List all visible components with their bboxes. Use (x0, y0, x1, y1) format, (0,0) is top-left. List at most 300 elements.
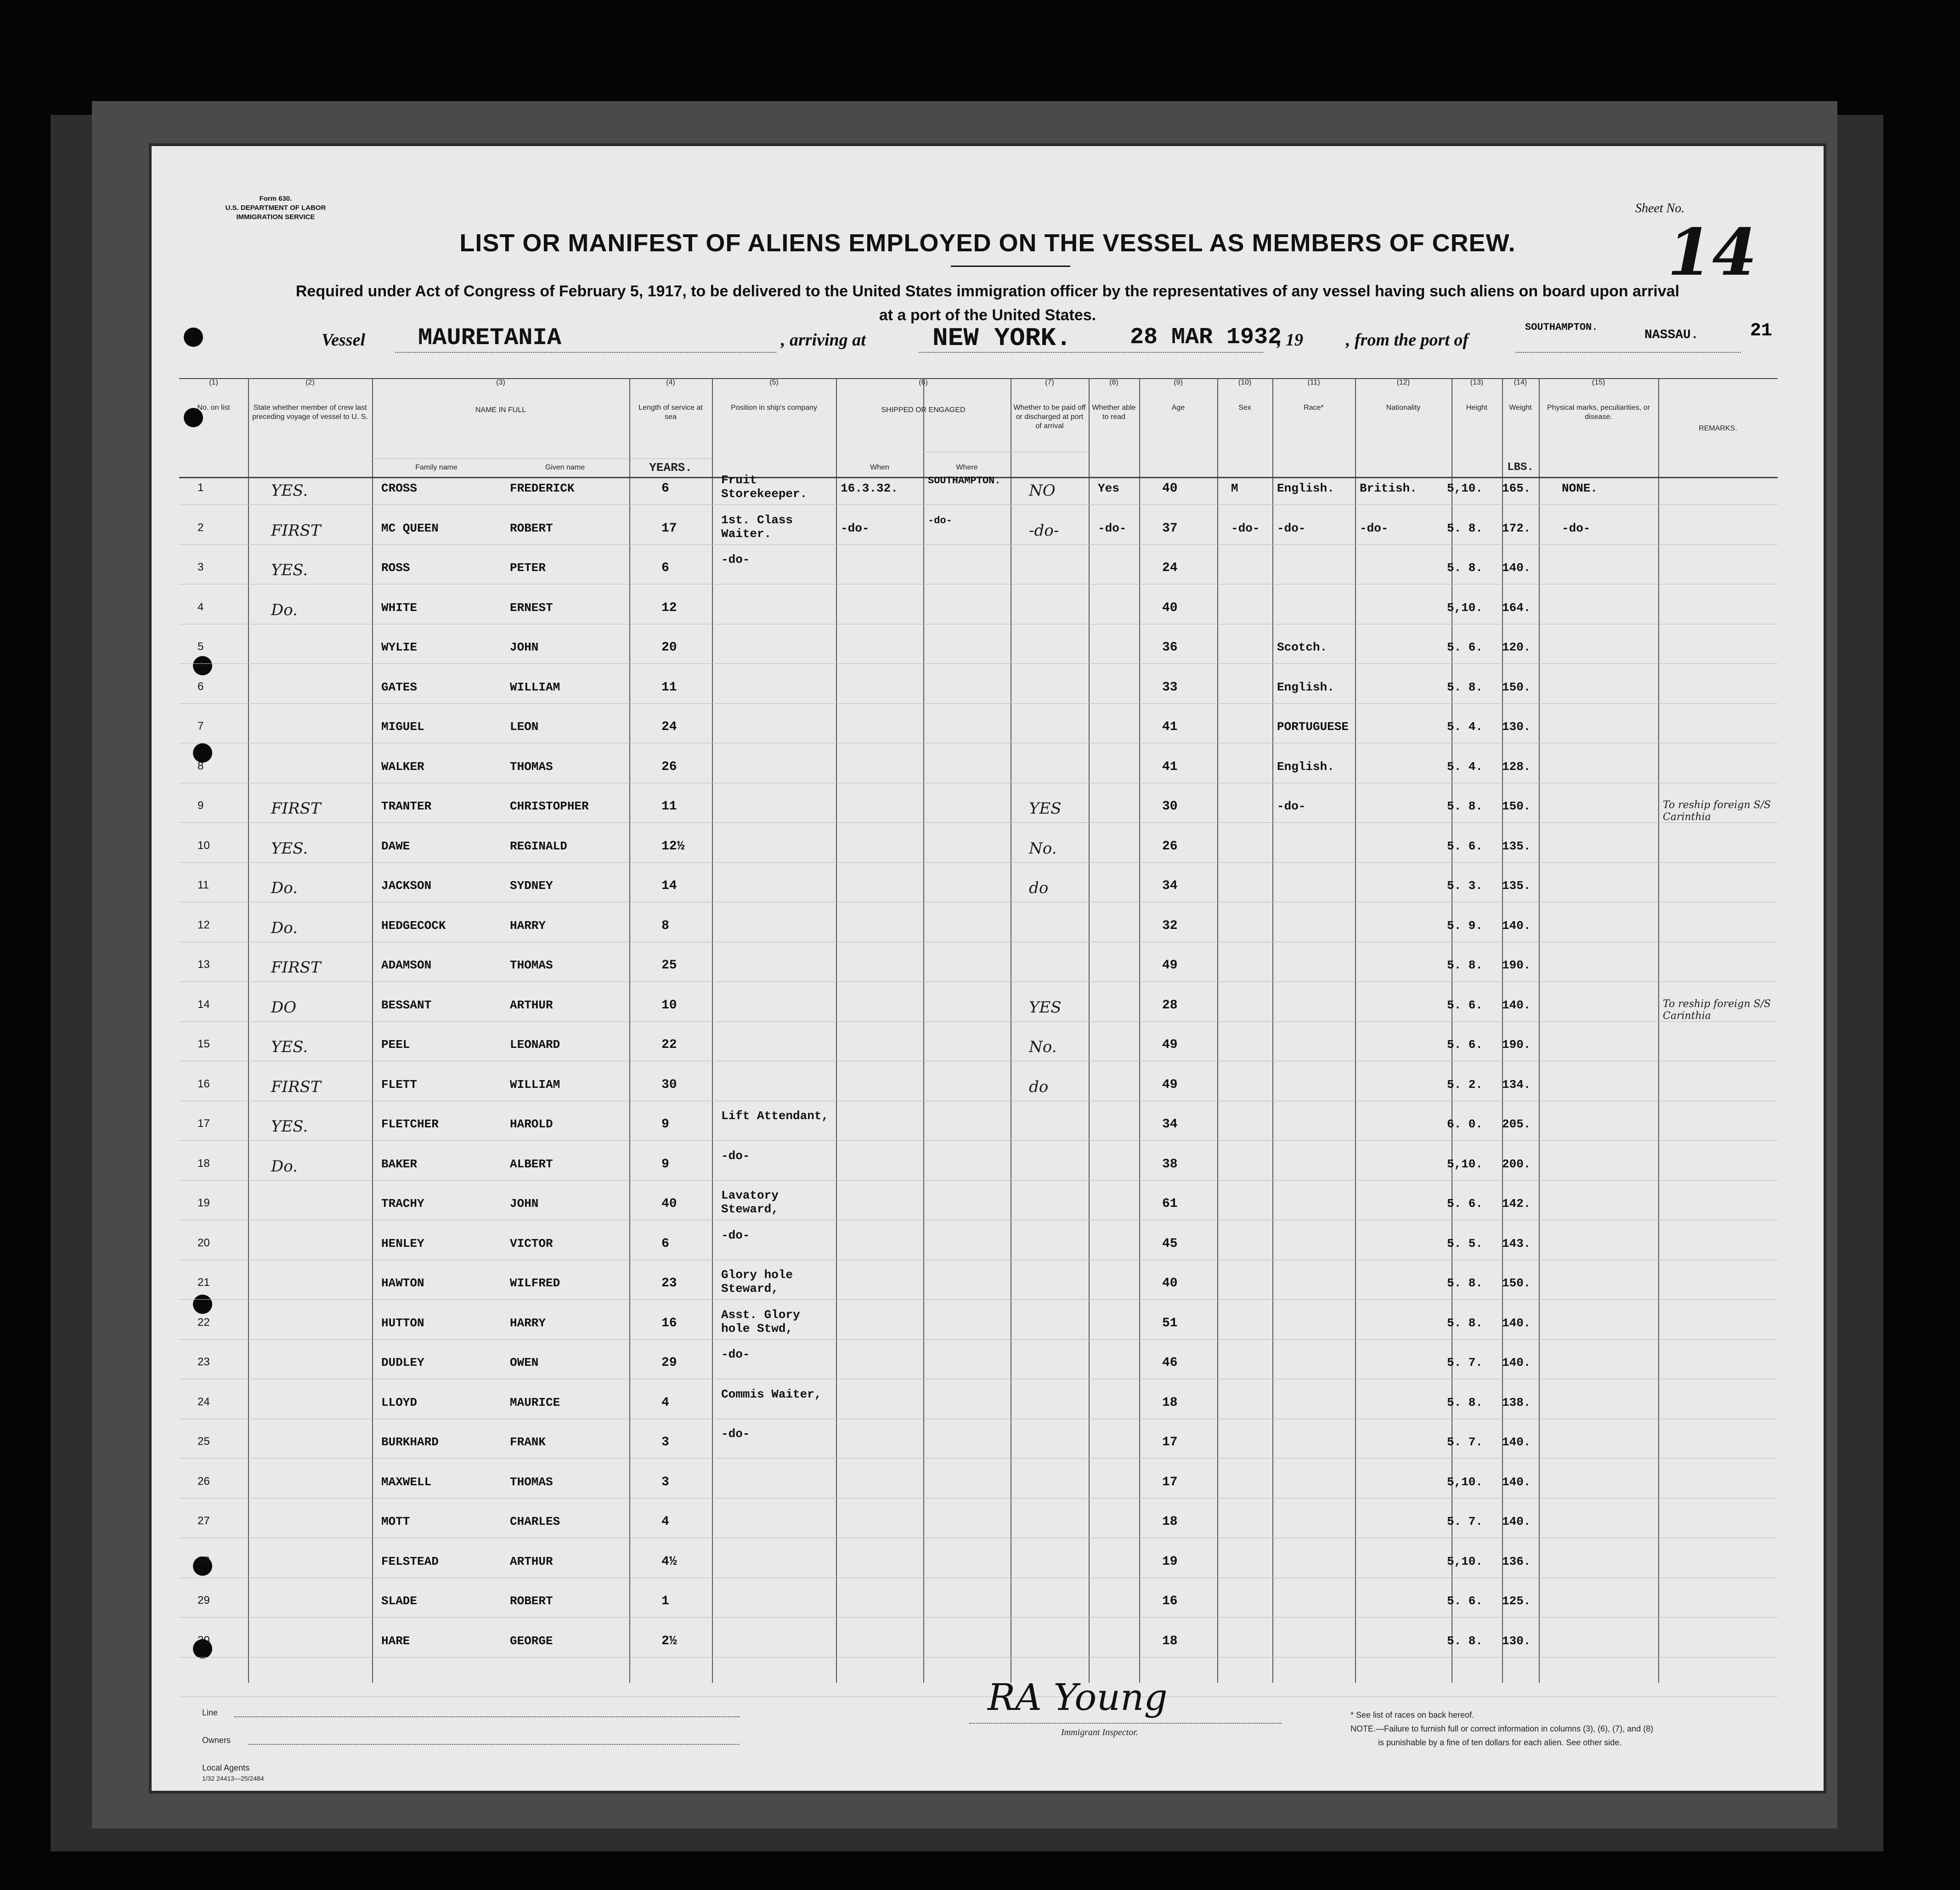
race: -do- (1277, 521, 1306, 535)
age: 40 (1162, 600, 1178, 615)
given-name: CHRISTOPHER (510, 799, 589, 813)
position: -do- (721, 1347, 750, 1361)
years-service: 30 (661, 1077, 677, 1092)
sheet-number: 21 (1750, 321, 1773, 341)
table-row (179, 1475, 1778, 1515)
height: 5,10. (1447, 1475, 1483, 1489)
given-name: THOMAS (510, 1475, 553, 1489)
paid-off: No. (1029, 839, 1057, 858)
height: 5. 6. (1447, 839, 1483, 853)
given-name: HAROLD (510, 1117, 553, 1131)
height: 5. 3. (1447, 879, 1483, 893)
weight: 142. (1502, 1197, 1531, 1211)
paid-off: NO (1029, 481, 1056, 500)
c5-number: (5) (769, 379, 779, 386)
age: 18 (1162, 1515, 1178, 1529)
c3-label: NAME IN FULL (475, 406, 526, 414)
given-name: HARRY (510, 918, 546, 933)
age: 61 (1162, 1197, 1178, 1211)
position: Lavatory Steward, (721, 1188, 779, 1216)
given-name: FRANK (510, 1435, 546, 1449)
given-name: ROBERT (510, 1594, 553, 1608)
position: Asst. Glory hole Stwd, (721, 1307, 800, 1335)
table-row (179, 1149, 1778, 1197)
given-name: ALBERT (510, 1157, 553, 1171)
weight: 150. (1502, 680, 1531, 694)
table-row (179, 919, 1778, 959)
given-name: CHARLES (510, 1515, 560, 1528)
age: 40 (1162, 1276, 1178, 1290)
c3-family-label: Family name (415, 464, 458, 471)
family-name: FELSTEAD (381, 1554, 439, 1568)
weight: 130. (1502, 1634, 1531, 1648)
c2-number: (2) (305, 379, 315, 386)
years-service: 40 (661, 1197, 677, 1211)
table-row (179, 1427, 1778, 1475)
prev-voyage-mark: Do. (271, 879, 298, 897)
paid-off: do (1029, 1077, 1049, 1096)
owners-dotted (248, 1744, 740, 1745)
age: 49 (1162, 1077, 1178, 1092)
from-label: , from the port of (1346, 330, 1469, 350)
given-name: VICTOR (510, 1236, 553, 1251)
weight: 150. (1502, 1276, 1531, 1290)
family-name: TRACHY (381, 1197, 424, 1211)
table-row (179, 473, 1778, 521)
race: Scotch. (1277, 640, 1327, 654)
row-number: 11 (198, 879, 209, 891)
remarks: To reship foreign S/S Carinthia (1663, 799, 1771, 823)
table-row (179, 601, 1778, 641)
line-label: Line (202, 1708, 218, 1717)
years-service: 9 (661, 1157, 669, 1171)
family-name: SLADE (381, 1594, 418, 1608)
age: 18 (1162, 1634, 1178, 1648)
table-row (179, 998, 1778, 1038)
row-number: 2 (198, 521, 204, 534)
row-number: 20 (198, 1236, 210, 1249)
c7-label: Whether to be paid off or discharged at port of arrival (1013, 404, 1086, 430)
years-service: 25 (661, 958, 677, 973)
row-number: 26 (198, 1475, 210, 1488)
height: 5. 7. (1447, 1515, 1483, 1528)
c4-number: (4) (666, 379, 675, 386)
page-subtitle: Required under Act of Congress of February 5, 1917, to be delivered to the United States immigration officer by the representatives of any vessel having such aliens on board upon arrival at a port of the United States. (295, 283, 1680, 324)
height: 5. 6. (1447, 1594, 1483, 1608)
family-name: ADAMSON (381, 958, 432, 972)
height: 5. 8. (1447, 680, 1483, 694)
c15-number: (15) (1592, 379, 1605, 386)
table-row (179, 720, 1778, 760)
years-service: 9 (661, 1117, 669, 1132)
age: 19 (1162, 1554, 1178, 1569)
years-service: 2½ (661, 1634, 677, 1648)
weight: 165. (1502, 481, 1531, 495)
page-title: LIST OR MANIFEST OF ALIENS EMPLOYED ON THE VESSEL AS MEMBERS OF CREW. (459, 229, 1516, 257)
c11-label: Race* (1304, 404, 1324, 412)
family-name: DUDLEY (381, 1356, 424, 1369)
race: English. (1277, 481, 1334, 495)
given-name: ARTHUR (510, 998, 553, 1012)
family-name: DAWE (381, 839, 410, 853)
age: 17 (1162, 1475, 1178, 1489)
prev-voyage-mark: YES. (271, 1038, 308, 1056)
penalty-note-1: NOTE.—Failure to furnish full or correct information in columns (3), (6), (7), and (8) (1350, 1724, 1654, 1733)
sheet-no-handwritten: 14 (1667, 215, 1757, 290)
inspector-signature: RA Young (988, 1676, 1168, 1719)
weight: 125. (1502, 1594, 1531, 1608)
table-row (179, 553, 1778, 601)
table-row (179, 839, 1778, 879)
given-name: FREDERICK (510, 481, 575, 495)
age: 51 (1162, 1316, 1178, 1330)
row-number: 5 (198, 640, 204, 653)
c4-unit: YEARS. (649, 461, 692, 475)
given-name: ERNEST (510, 600, 553, 615)
able-to-read: -do- (1098, 521, 1127, 535)
position: 1st. Class Waiter. (721, 513, 793, 541)
weight: 130. (1502, 720, 1531, 734)
age: 28 (1162, 998, 1178, 1013)
table-row (179, 640, 1778, 680)
table-row (179, 760, 1778, 800)
prev-voyage-mark: FIRST (271, 521, 321, 540)
weight: 120. (1502, 640, 1531, 654)
years-service: 3 (661, 1475, 669, 1489)
given-name: JOHN (510, 1197, 539, 1211)
position: Fruit Storekeeper. (721, 473, 808, 501)
given-name: HARRY (510, 1316, 546, 1330)
race: English. (1277, 680, 1334, 694)
given-name: REGINALD (510, 839, 567, 853)
race: PORTUGUESE (1277, 720, 1349, 734)
paid-off: -do- (1029, 521, 1059, 540)
weight: 138. (1502, 1395, 1531, 1409)
c1-number: (1) (209, 379, 218, 386)
years-service: 1 (661, 1594, 669, 1608)
years-service: 6 (661, 1236, 669, 1251)
family-name: LLOYD (381, 1395, 418, 1409)
row-number: 9 (198, 799, 204, 812)
age: 40 (1162, 481, 1178, 496)
weight: 140. (1502, 561, 1531, 575)
row-number: 27 (198, 1515, 210, 1527)
row-number: 24 (198, 1395, 210, 1408)
age: 46 (1162, 1356, 1178, 1370)
shipped-when: 16.3.32. (841, 481, 898, 495)
row-number: 3 (198, 561, 204, 573)
crew-manifest-table (179, 378, 1778, 1683)
table-row (179, 513, 1778, 561)
row-number: 18 (198, 1157, 210, 1170)
family-name: TRANTER (381, 799, 432, 813)
year-label: , 19 (1277, 330, 1303, 350)
position: -do- (721, 553, 750, 566)
c9-label: Age (1171, 404, 1185, 412)
table-row (179, 1594, 1778, 1634)
given-name: MAURICE (510, 1395, 560, 1409)
table-row (179, 1515, 1778, 1555)
prev-voyage-mark: Do. (271, 918, 298, 937)
given-name: THOMAS (510, 958, 553, 972)
table-row (179, 1268, 1778, 1316)
age: 33 (1162, 680, 1178, 695)
weight: 143. (1502, 1236, 1531, 1251)
years-service: 17 (661, 521, 677, 536)
height: 5. 8. (1447, 561, 1483, 575)
row-number: 21 (198, 1276, 210, 1289)
row-number: 10 (198, 839, 210, 852)
row-number: 30 (198, 1634, 210, 1647)
table-row (179, 1188, 1778, 1237)
years-service: 20 (661, 640, 677, 655)
c8-label: Whether able to read (1092, 404, 1136, 421)
weight: 150. (1502, 799, 1531, 813)
family-name: WHITE (381, 600, 418, 615)
prev-voyage-mark: YES. (271, 481, 308, 500)
row-number: 25 (198, 1435, 210, 1448)
age: 18 (1162, 1395, 1178, 1410)
c6-label: SHIPPED OR ENGAGED (881, 406, 966, 414)
years-service: 22 (661, 1038, 677, 1052)
form-header (202, 194, 349, 222)
sex: M (1231, 481, 1238, 495)
c2-label: State whether member of crew last preceding voyage of vessel to U. S. (252, 404, 368, 421)
paid-off: No. (1029, 1038, 1057, 1056)
weight: 140. (1502, 918, 1531, 933)
title-underline (951, 266, 1070, 267)
years-service: 16 (661, 1316, 677, 1330)
footnote (1350, 1708, 1810, 1749)
years-service: 12 (661, 600, 677, 615)
given-name: OWEN (510, 1356, 539, 1369)
weight: 172. (1502, 521, 1531, 535)
given-name: PETER (510, 561, 546, 575)
row-number: 22 (198, 1316, 210, 1329)
weight: 190. (1502, 958, 1531, 972)
paid-off: do (1029, 879, 1049, 897)
c1-label: No. on list (197, 404, 230, 412)
table-row (179, 1347, 1778, 1396)
from-dotted-line (1516, 352, 1741, 353)
height: 5. 4. (1447, 759, 1483, 774)
height: 5. 8. (1447, 1316, 1483, 1330)
height: 5. 8. (1447, 521, 1483, 535)
c13-number: (13) (1470, 379, 1484, 386)
position: Commis Waiter, (721, 1387, 822, 1401)
years-service: 4½ (661, 1554, 677, 1569)
c10-number: (10) (1238, 379, 1252, 386)
table-row (179, 958, 1778, 998)
row-number: 14 (198, 998, 210, 1011)
print-code: 1/32 24413—25/2484 (202, 1775, 264, 1782)
position: -do- (721, 1228, 750, 1242)
row-number: 28 (198, 1554, 210, 1567)
family-name: JACKSON (381, 879, 432, 893)
height: 5. 8. (1447, 958, 1483, 972)
height: 5. 8. (1447, 799, 1483, 813)
age: 30 (1162, 799, 1178, 814)
signature-dotted (969, 1723, 1282, 1724)
inspector-label: Immigrant Inspector. (1061, 1727, 1138, 1737)
age: 32 (1162, 918, 1178, 933)
table-row (179, 1228, 1778, 1277)
weight: 190. (1502, 1038, 1531, 1052)
service-label: IMMIGRATION SERVICE (236, 213, 315, 221)
nationality: British. (1360, 481, 1417, 495)
c4-label: Length of service at sea (638, 404, 703, 421)
c14-label: Weight (1509, 404, 1532, 412)
department-label: U.S. DEPARTMENT OF LABOR (225, 204, 326, 212)
given-name: WILLIAM (510, 1077, 560, 1092)
height: 5. 4. (1447, 720, 1483, 734)
prev-voyage-mark: YES. (271, 1117, 308, 1136)
height: 5,10. (1447, 600, 1483, 615)
weight: 164. (1502, 600, 1531, 615)
row-number: 13 (198, 958, 210, 971)
row-number: 1 (198, 481, 204, 494)
age: 34 (1162, 1117, 1178, 1132)
weight: 135. (1502, 839, 1531, 853)
weight: 140. (1502, 998, 1531, 1012)
weight: 135. (1502, 879, 1531, 893)
age: 49 (1162, 958, 1178, 973)
family-name: FLETT (381, 1077, 418, 1092)
vessel-line (322, 322, 1745, 357)
family-name: PEEL (381, 1038, 410, 1052)
years-service: 6 (661, 561, 669, 575)
family-name: MC QUEEN (381, 521, 439, 535)
age: 36 (1162, 640, 1178, 655)
height: 5. 7. (1447, 1356, 1483, 1369)
sex: -do- (1231, 521, 1260, 535)
height: 5,10. (1447, 481, 1483, 495)
c15-label: Physical marks, peculiarities, or disease. (1547, 404, 1650, 421)
agents-label: Local Agents (202, 1763, 250, 1772)
height: 5. 6. (1447, 640, 1483, 654)
table-row (179, 1038, 1778, 1078)
family-name: MAXWELL (381, 1475, 432, 1489)
position: -do- (721, 1149, 750, 1163)
arrival-date-stamp: 28 MAR 1932 (1130, 324, 1282, 351)
family-name: BAKER (381, 1157, 418, 1171)
c3-number: (3) (496, 379, 505, 386)
age: 41 (1162, 720, 1178, 734)
penalty-note-2: is punishable by a fine of ten dollars for each alien. See other side. (1378, 1738, 1622, 1747)
height: 5. 8. (1447, 1395, 1483, 1409)
row-number: 16 (198, 1077, 210, 1090)
position: Glory hole Steward, (721, 1268, 793, 1296)
given-name: THOMAS (510, 759, 553, 774)
years-service: 10 (661, 998, 677, 1013)
c3-given-label: Given name (545, 464, 585, 471)
given-name: LEONARD (510, 1038, 560, 1052)
c9-number: (9) (1174, 379, 1183, 386)
c6-when-label: When (870, 464, 889, 471)
paid-off: YES (1029, 799, 1062, 818)
height: 5,10. (1447, 1157, 1483, 1171)
years-service: 23 (661, 1276, 677, 1290)
years-service: 24 (661, 720, 677, 734)
physical-marks: NONE. (1562, 481, 1598, 495)
weight: 140. (1502, 1475, 1531, 1489)
years-service: 11 (661, 799, 677, 814)
age: 49 (1162, 1038, 1178, 1052)
family-name: FLETCHER (381, 1117, 439, 1131)
height: 5. 7. (1447, 1435, 1483, 1449)
able-to-read: Yes (1098, 481, 1119, 495)
weight: 205. (1502, 1117, 1531, 1131)
row-number: 23 (198, 1356, 210, 1368)
shipped-where: SOUTHAMPTON. (928, 475, 1001, 487)
age: 38 (1162, 1157, 1178, 1171)
position: Lift Attendant, (721, 1109, 829, 1123)
c10-label: Sex (1238, 404, 1251, 412)
given-name: SYDNEY (510, 879, 553, 893)
table-row (179, 680, 1778, 720)
c12-number: (12) (1396, 379, 1410, 386)
c13-label: Height (1466, 404, 1488, 412)
family-name: WALKER (381, 759, 424, 774)
row-number: 7 (198, 720, 204, 732)
row-number: 17 (198, 1117, 210, 1130)
position: -do- (721, 1427, 750, 1441)
c16-label: REMARKS. (1699, 424, 1737, 432)
shipped-where: -do- (928, 515, 952, 526)
age: 37 (1162, 521, 1178, 536)
owners-label: Owners (202, 1736, 231, 1745)
physical-marks: -do- (1562, 521, 1591, 535)
vessel-dotted-line (395, 352, 776, 353)
from-port-1: SOUTHAMPTON. (1525, 322, 1598, 333)
years-service: 11 (661, 680, 677, 695)
family-name: HAWTON (381, 1276, 424, 1290)
given-name: WILFRED (510, 1276, 560, 1290)
family-name: ROSS (381, 561, 410, 575)
prev-voyage-mark: FIRST (271, 1077, 321, 1096)
sheet-no-label: Sheet No. (1635, 201, 1685, 215)
shipped-when: -do- (841, 521, 870, 535)
family-name: WYLIE (381, 640, 418, 654)
race: -do- (1277, 799, 1306, 813)
manifest-sheet (152, 146, 1824, 1791)
table-row (179, 1387, 1778, 1436)
family-name: GATES (381, 680, 418, 694)
family-name: HUTTON (381, 1316, 424, 1330)
height: 5,10. (1447, 1554, 1483, 1568)
table-row (179, 799, 1778, 839)
age: 16 (1162, 1594, 1178, 1608)
c12-label: Nationality (1386, 404, 1421, 412)
prev-voyage-mark: YES. (271, 561, 308, 579)
row-number: 8 (198, 759, 204, 772)
weight: 140. (1502, 1435, 1531, 1449)
years-service: 12½ (661, 839, 685, 854)
c11-number: (11) (1307, 379, 1320, 386)
height: 5. 8. (1447, 1634, 1483, 1648)
race: English. (1277, 759, 1334, 774)
family-name: HARE (381, 1634, 410, 1648)
row-number: 12 (198, 918, 210, 931)
c6-where-label: Where (956, 464, 978, 471)
height: 5. 9. (1447, 918, 1483, 933)
height: 5. 2. (1447, 1077, 1483, 1092)
age: 41 (1162, 759, 1178, 774)
weight: 134. (1502, 1077, 1531, 1092)
years-service: 26 (661, 759, 677, 774)
age: 17 (1162, 1435, 1178, 1449)
years-service: 4 (661, 1395, 669, 1410)
